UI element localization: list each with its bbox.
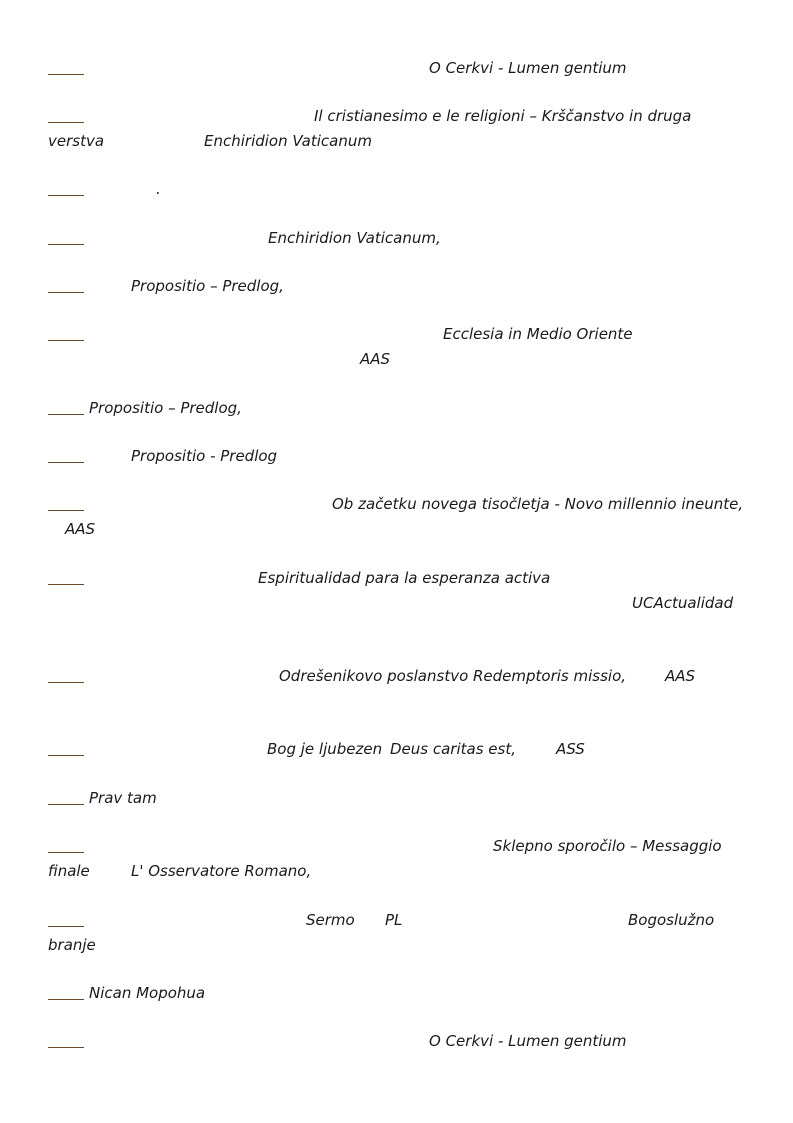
footnote-text: Bog je ljubezen [267,740,383,758]
footnote-rule [48,462,84,463]
footnote [48,325,748,375]
footnote-rule [48,414,84,415]
footnote [48,789,748,839]
footnote-text: finale [48,862,90,880]
footnote-rule [48,804,84,805]
footnote-text: Propositio – Predlog, [131,277,284,295]
footnote-rule [48,244,84,245]
footnote-text: AAS [360,350,391,368]
footnote-rule [48,926,84,927]
footnote [48,667,748,717]
footnote-text: Nican Mopohua [89,984,206,1002]
footnote-text: Ecclesia in Medio Oriente [443,325,633,343]
footnote [48,740,748,790]
footnote-rule [48,584,84,585]
footnote [48,399,748,449]
footnote-text: Enchiridion Vaticanum [204,132,372,150]
footnote-rule [48,122,84,123]
footnote-text: AAS [65,520,96,538]
footnote-text: Propositio - Predlog [131,447,278,465]
footnote-text: . [156,180,161,198]
footnote-text: Bogoslužno [628,911,715,929]
footnote-text: O Cerkvi - Lumen gentium [429,59,627,77]
footnote-rule [48,510,84,511]
footnote-text: Espiritualidad para la esperanza activa [258,569,551,587]
footnote-rule [48,195,84,196]
footnote-text: Enchiridion Vaticanum, [268,229,441,247]
footnote-text: Sklepno sporočilo – Messaggio [493,837,722,855]
footnote-rule [48,340,84,341]
footnote-text: Propositio – Predlog, [89,399,242,417]
footnote-rule [48,852,84,853]
footnote-rule [48,755,84,756]
footnote-text: branje [48,936,96,954]
footnote-text: O Cerkvi - Lumen gentium [429,1032,627,1050]
footnote [48,59,748,109]
footnote-text: Odrešenikovo poslanstvo [279,667,469,685]
footnote-rule [48,999,84,1000]
footnote [48,1032,748,1082]
footnote [48,495,748,545]
footnote-text: Ob začetku novega tisočletja - Novo millennio ineunte, [332,495,744,513]
footnote [48,277,748,327]
footnote-text: Sermo [306,911,355,929]
footnote-text: UCActualidad [632,594,734,612]
footnote-text: Il cristianesimo e le religioni – Krščanstvo in druga [314,107,692,125]
footnote-text: Redemptoris missio, [473,667,627,685]
footnote [48,569,748,619]
footnote-text: ASS [556,740,585,758]
footnote-text: PL [385,911,403,929]
footnote [48,837,748,887]
footnote-text: Prav tam [89,789,157,807]
footnote-text: verstva [48,132,105,150]
footnote-text: Deus caritas est, [390,740,516,758]
footnote [48,984,748,1034]
footnote-rule [48,682,84,683]
footnote-rule [48,74,84,75]
footnote [48,911,748,961]
footnote-rule [48,1047,84,1048]
footnote [48,107,748,157]
footnote [48,447,748,497]
footnote [48,180,748,230]
footnote-rule [48,292,84,293]
footnote-text: L' Osservatore Romano, [131,862,312,880]
footnote-text: AAS [665,667,696,685]
footnote [48,229,748,279]
